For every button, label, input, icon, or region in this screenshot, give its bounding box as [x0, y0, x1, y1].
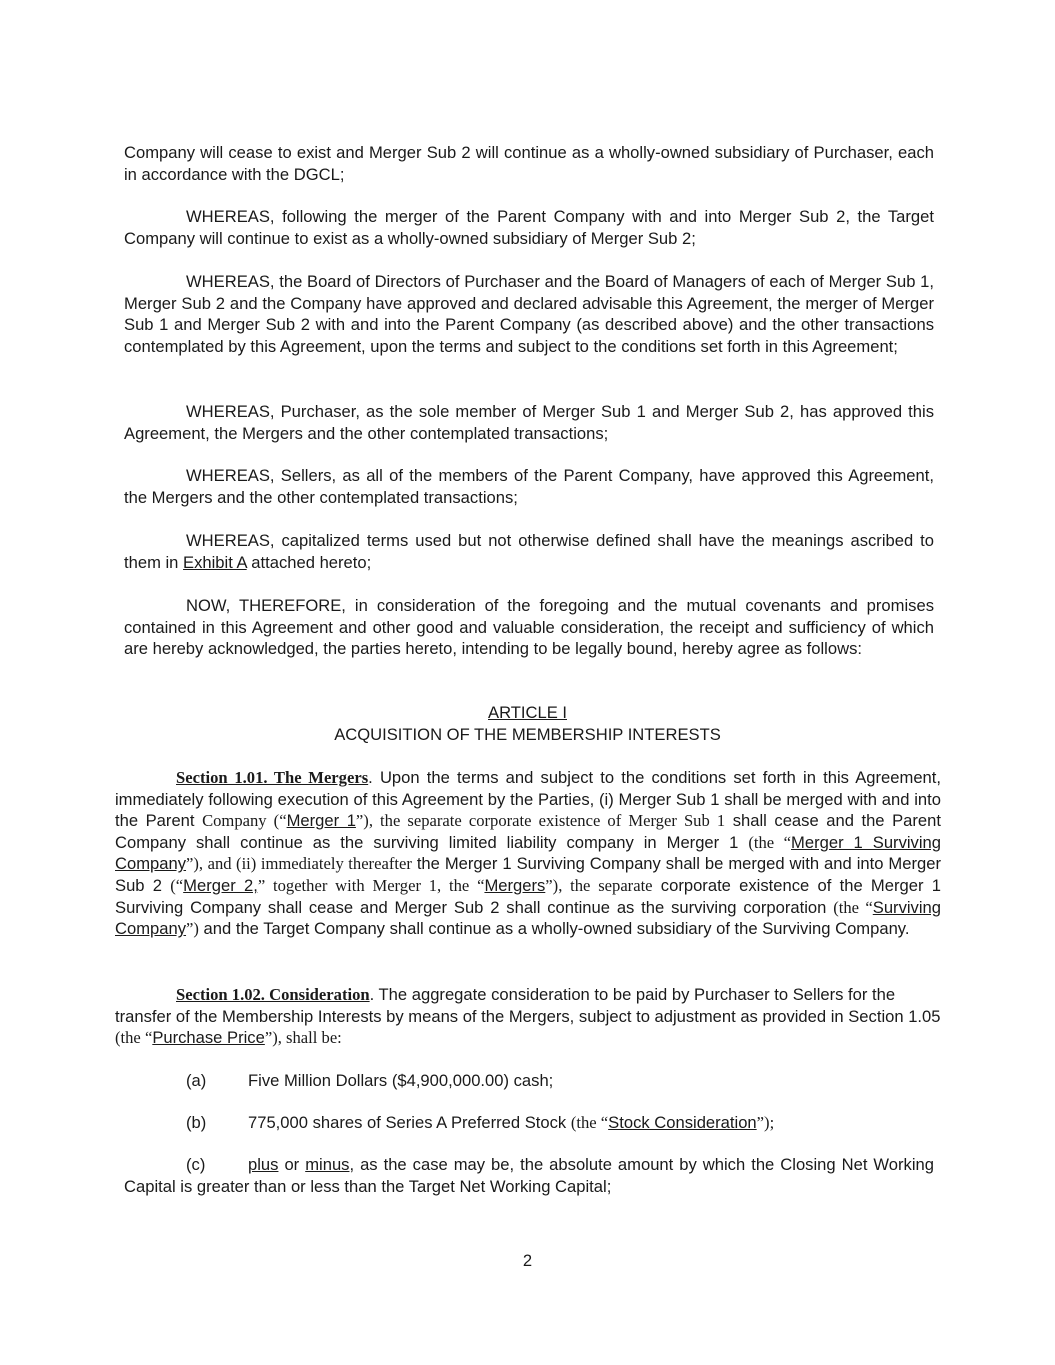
- section-text: . Upon the terms and subject to the conditions set forth in this Agreement, immediately following execution of this Agreement by the Parties, (i) Merger Sub 1 shall be merged with and into the Parent: [115, 768, 941, 831]
- section-text: corporate existence of the Merger 1 Surviving Company shall cease and Merger Sub 2 shall continue as the surviving corporation: [115, 875, 941, 917]
- list-item-text: , as the case may be, the absolute amount by which the Closing Net Working Capital is greater than or less than the Target Net Working Capital;: [124, 1155, 934, 1196]
- list-item-text: ”);: [756, 1113, 775, 1132]
- whereas-paragraph-4: [124, 465, 934, 508]
- section-text: (the “: [748, 832, 792, 852]
- paragraph-text: Company will cease to exist and Merger Sub 2 will continue as a wholly-owned subsidiary of Purchaser, each in accordance with the DGCL;: [124, 143, 934, 184]
- section-text: ”), shall be:: [264, 1028, 342, 1048]
- section-text: Company (“: [202, 811, 287, 831]
- paragraph-text: NOW, THEREFORE, in consideration of the foregoing and the mutual covenants and promises contained in this Agreement and other good and valuable consideration, the receipt and sufficiency of which are hereby acknowledged, the parties hereto, intending to be legally bound, hereby agree as follows:: [124, 596, 934, 659]
- whereas-paragraph-3: [124, 401, 934, 444]
- minus-term: minus: [305, 1155, 350, 1174]
- article-title: ACQUISITION OF THE MEMBERSHIP INTERESTS: [334, 725, 721, 744]
- section-text: (the “: [833, 897, 873, 917]
- defined-term: Merger 1 Surviving Company: [115, 832, 942, 874]
- paragraph-text: WHEREAS, capitalized terms used but not otherwise defined shall have the meanings ascribed to them in: [124, 531, 934, 572]
- list-item-c: [124, 1154, 934, 1197]
- plus-term: plus: [248, 1155, 279, 1174]
- section-text: ”): [186, 919, 199, 939]
- list-item-label: (b): [186, 1113, 207, 1132]
- section-1-01: [115, 767, 941, 940]
- whereas-paragraph-5: [124, 530, 934, 573]
- paragraph-text: WHEREAS, Sellers, as all of the members of the Parent Company, have approved this Agreement, the Mergers and the other contemplated transactions;: [124, 466, 934, 507]
- section-heading: Section 1.01. The Mergers: [176, 768, 369, 787]
- section-text: ”), the separate corporate existence of Merger Sub 1: [355, 811, 726, 831]
- section-text: (the “: [115, 1028, 153, 1048]
- article-number: ARTICLE I: [488, 703, 567, 722]
- paragraph-text: attached hereto;: [246, 552, 372, 572]
- section-1-02: [115, 984, 941, 1049]
- whereas-paragraph-1: [124, 206, 934, 249]
- section-text: and the Target Company shall continue as a wholly-owned subsidiary of the Surviving Company.: [198, 919, 910, 939]
- paragraph-text: WHEREAS, the Board of Directors of Purchaser and the Board of Managers of each of Merger Sub 1, Merger Sub 2 and the Company have approved and declared advisable this Agreement, the merger of Merger Sub 1 and Merger Sub 2 with and into the Parent Company (as described above) and the other transactions contemplated by this Agreement, upon the terms and subject to the conditions set forth in this Agreement;: [124, 272, 934, 356]
- list-item-text: (the “: [570, 1113, 609, 1132]
- section-text: shall cease and the Parent Company shall continue as the surviving limited liability company in Merger 1: [115, 811, 941, 852]
- list-item-a: [186, 1070, 553, 1092]
- section-heading: Section 1.02. Consideration: [176, 985, 370, 1004]
- defined-term: Mergers: [484, 875, 546, 895]
- section-text: the Merger 1 Surviving Company shall be merged with and into Merger Sub 2: [115, 854, 941, 895]
- section-text: ”), and (ii) immediately thereafter: [186, 854, 412, 874]
- exhibit-a-reference: Exhibit A: [183, 552, 247, 572]
- defined-term: Purchase Price: [152, 1028, 265, 1048]
- now-therefore-paragraph: [124, 595, 934, 660]
- defined-term: Surviving Company: [115, 897, 941, 939]
- defined-term: Stock Consideration: [608, 1113, 757, 1132]
- page-number: 2: [522, 1251, 533, 1270]
- section-text: ” together with Merger 1, the “: [257, 875, 485, 895]
- list-item-text: or: [278, 1155, 306, 1174]
- defined-term: Merger 1: [286, 811, 356, 831]
- list-item-b: [186, 1112, 774, 1134]
- section-text: . The aggregate consideration to be paid by Purchaser to Sellers for the transfer of the Membership Interests by means of the Mergers, subject to adjustment as provided in Section 1.05: [115, 985, 941, 1026]
- paragraph-text: WHEREAS, Purchaser, as the sole member of Merger Sub 1 and Merger Sub 2, has approved this Agreement, the Mergers and the other contemplated transactions;: [124, 402, 934, 443]
- list-item-label: (c): [186, 1155, 206, 1174]
- list-item-label: (a): [186, 1071, 207, 1090]
- list-item-text: Five Million Dollars ($4,900,000.00) cash;: [248, 1071, 554, 1090]
- section-text: (“: [170, 875, 184, 895]
- paragraph-continuation: [124, 142, 934, 185]
- section-text: ”), the separate: [545, 875, 653, 895]
- paragraph-text: WHEREAS, following the merger of the Parent Company with and into Merger Sub 2, the Target Company will continue to exist as a wholly-owned subsidiary of Merger Sub 2;: [124, 207, 934, 248]
- list-item-text: 775,000 shares of Series A Preferred Stock: [248, 1113, 571, 1132]
- whereas-paragraph-2: [124, 271, 934, 357]
- defined-term: Merger 2,: [183, 875, 258, 895]
